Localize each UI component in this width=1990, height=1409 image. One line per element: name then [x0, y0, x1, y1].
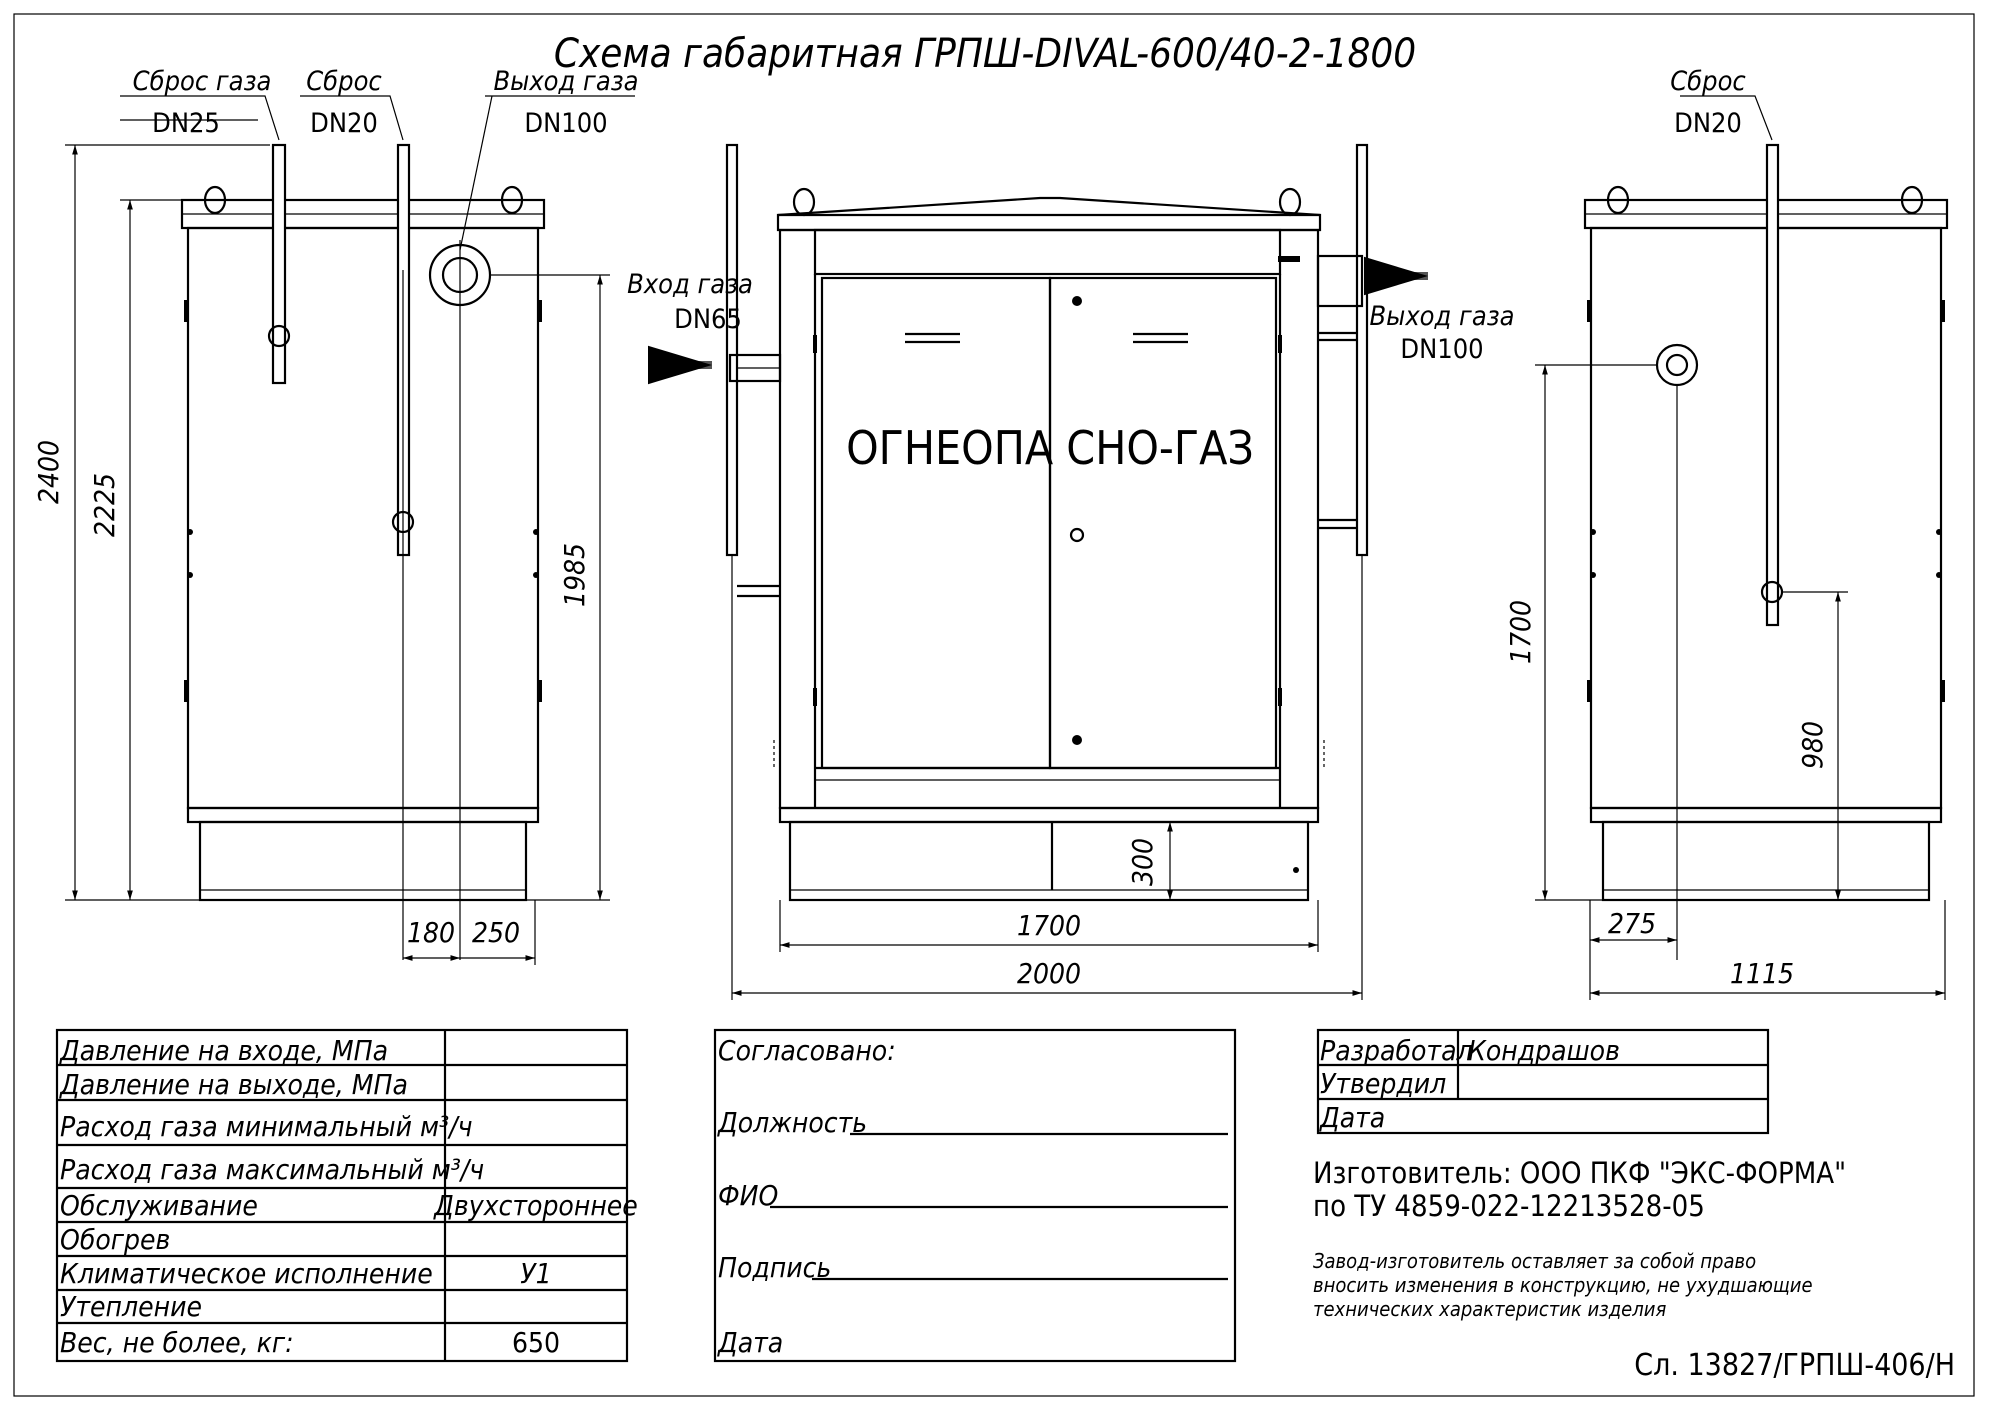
- callout-vent-size: DN20: [310, 108, 378, 139]
- outlet-label: Выход газа: [1369, 301, 1515, 332]
- manufacturer-line-2: по ТУ 4859-022-12213528-05: [1313, 1189, 1705, 1223]
- callout-outlet-label: Выход газа: [493, 66, 639, 97]
- param-value: У1: [520, 1257, 552, 1290]
- callout-vent-gas-label: Сброс газа: [132, 66, 272, 97]
- approval-position: Должность: [718, 1106, 868, 1139]
- dim-width-body: 1700: [1016, 909, 1082, 942]
- param-value: 650: [511, 1326, 561, 1359]
- inlet-label: Вход газа: [627, 269, 753, 300]
- param-label: Давление на входе, МПа: [60, 1034, 389, 1067]
- dim-height-body: 2225: [88, 472, 121, 538]
- disclaimer-line-3: технических характеристик изделия: [1313, 1297, 1667, 1321]
- param-label: Расход газа максимальный м³/ч: [60, 1153, 485, 1186]
- approval-agreed: Согласовано:: [718, 1034, 896, 1067]
- approval-signature: Подпись: [718, 1251, 832, 1284]
- dim-right-height-lower: 980: [1796, 720, 1829, 770]
- left-side-view: [65, 96, 635, 965]
- inlet-pipe-vertical: [727, 145, 737, 555]
- dim-right-offset: 275: [1607, 907, 1657, 940]
- approval-name: ФИО: [718, 1179, 779, 1212]
- approval-block: [715, 1030, 1235, 1361]
- dim-outlet-height: 1985: [558, 542, 591, 608]
- dim-base-height: 300: [1126, 837, 1159, 887]
- dim-height-total: 2400: [32, 439, 65, 505]
- date-label: Дата: [1320, 1101, 1386, 1134]
- disclaimer-line-2: вносить изменения в конструкцию, не ухудшающие: [1313, 1273, 1813, 1297]
- dim-offset-2: 250: [471, 916, 521, 949]
- sheet-code: Сл. 13827/ГРПШ-406/Н: [1634, 1348, 1955, 1383]
- callout-outlet-size: DN100: [524, 108, 608, 139]
- callout-vent-gas-size: DN25: [152, 108, 220, 139]
- callout-right-vent-label: Сброс: [1670, 66, 1746, 97]
- callout-right-vent-size: DN20: [1674, 108, 1742, 139]
- approval-date: Дата: [718, 1326, 784, 1359]
- door-left: [822, 278, 1050, 768]
- drawing-title: Схема габаритная ГРПШ-DIVAL-600/40-2-1800: [553, 31, 1417, 77]
- developed-value: Кондрашов: [1468, 1034, 1620, 1067]
- param-label: Расход газа минимальный м³/ч: [60, 1110, 473, 1143]
- disclaimer-line-1: Завод-изготовитель оставляет за собой право: [1313, 1249, 1757, 1273]
- lifting-eye-icon: [794, 189, 814, 215]
- dim-offset-1: 180: [406, 916, 456, 949]
- dim-width-total: 2000: [1016, 957, 1082, 990]
- right-side-view: [1535, 96, 1947, 1000]
- inlet-size: DN65: [674, 304, 742, 335]
- front-view: [662, 145, 1428, 1000]
- dim-right-depth: 1115: [1729, 957, 1795, 990]
- dim-right-height-outlet: 1700: [1504, 599, 1537, 665]
- outlet-size: DN100: [1400, 334, 1484, 365]
- callout-vent-label: Сброс: [306, 66, 382, 97]
- outlet-pipe-circle-icon: [1657, 345, 1697, 385]
- developed-label: Разработал: [1320, 1034, 1473, 1067]
- param-value: Двухстороннее: [434, 1189, 638, 1222]
- door-right: [1050, 278, 1276, 768]
- outlet-pipe-vertical: [1357, 145, 1367, 555]
- approved-label: Утвердил: [1320, 1067, 1447, 1100]
- param-label: Климатическое исполнение: [60, 1257, 433, 1290]
- param-label: Обслуживание: [60, 1189, 258, 1222]
- param-label: Вес, не более, кг:: [60, 1326, 294, 1359]
- manufacturer-line-1: Изготовитель: ООО ПКФ "ЭКС-ФОРМА": [1313, 1156, 1847, 1190]
- param-label: Утепление: [60, 1290, 202, 1323]
- vent-pipe-dn25: [273, 145, 285, 383]
- door-marking: ОГНЕОПА СНО-ГАЗ: [846, 421, 1254, 475]
- lifting-eye-icon: [1280, 189, 1300, 215]
- param-label: Обогрев: [60, 1223, 171, 1256]
- param-label: Давление на выходе, МПа: [60, 1068, 408, 1101]
- vent-pipe-dn20-right: [1767, 145, 1778, 625]
- outlet-pipe: [1318, 256, 1362, 306]
